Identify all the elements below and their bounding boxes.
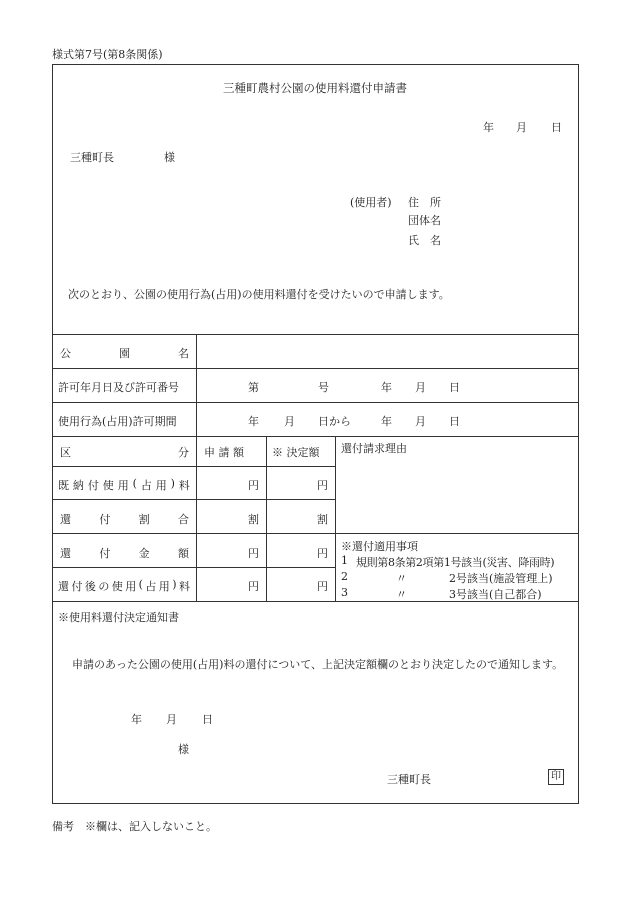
table-line [53,567,335,568]
table-line [53,466,335,467]
yen-unit: 円 [317,547,328,560]
notice-date-year: 年 [131,713,142,726]
after-fee-label: 還 付 後 の 使 用 ( 占 用 ) 料 [58,578,190,593]
period-day-to: 日 [449,415,460,428]
rule-2-ditto: 〃 [396,572,407,585]
notice-title: ※使用料還付決定通知書 [58,611,179,624]
form-number: 様式第7号(第8条関係) [52,48,163,61]
period-year-from: 年 [248,415,259,428]
yen-unit: 円 [248,547,259,560]
wari-unit: 割 [317,513,328,526]
reason-label: 還付請求理由 [341,442,407,455]
table-line [53,436,578,437]
table-line [53,533,578,534]
notice-body: 申請のあった公園の使用(占用)料の還付について、上記決定額欄のとおり決定したので通知します。 [72,658,564,671]
applied-amount-header: 申 請 額 [204,446,244,459]
remarks: 備考 ※欄は、記入しないこと。 [52,820,217,833]
notice-date-day: 日 [202,713,213,726]
applicant-address-field[interactable]: 住 所 [408,196,441,209]
table-line [53,402,578,403]
rules-title: ※還付適用事項 [341,540,418,553]
date-year: 年 [483,121,494,134]
addressee-name: 三種町長 [70,151,114,164]
permit-year: 年 [381,381,392,394]
rule-1-ref: 規則第8条第2項第1号該当(災害、降雨時) [356,556,555,569]
rule-1-num: 1 [341,554,348,567]
period-month-from: 月 [284,415,295,428]
table-line [266,436,267,601]
period-month-to: 月 [415,415,426,428]
date-month: 月 [516,121,527,134]
rule-2-ref: 2号該当(施設管理上) [449,572,553,585]
yen-unit: 円 [248,580,259,593]
table-line [53,334,578,335]
refund-rate-label: 還 付 割 合 [60,513,189,526]
applicant-label: (使用者) [350,196,392,209]
table-line [335,436,336,601]
park-name-label: 公 園 名 [60,347,189,360]
permit-month: 月 [415,381,426,394]
rule-3-num: 3 [341,586,348,599]
table-line [53,368,578,369]
permit-no-go: 号 [318,381,329,394]
notice-honorific: 様 [178,743,189,756]
yen-unit: 円 [317,580,328,593]
period-label: 使用行為(占用)許可期間 [58,415,177,428]
rule-2-num: 2 [341,570,348,583]
request-text: 次のとおり、公園の使用行為(占用)の使用料還付を受けたいので申請します。 [68,288,450,301]
period-day-from: 日から [318,415,351,428]
applicant-group-field[interactable]: 団体名 [408,214,441,227]
rule-3-ditto: 〃 [396,588,407,601]
date-day: 日 [551,121,562,134]
yen-unit: 円 [248,479,259,492]
addressee-honorific: 様 [164,151,175,164]
park-name-field[interactable] [200,338,574,365]
yen-unit: 円 [317,479,328,492]
decided-amount-header: ※ 決定額 [272,446,320,459]
permit-date-label: 許可年月日及び許可番号 [58,381,179,394]
rule-3-ref: 3号該当(自己都合) [449,588,542,601]
seal-mark: 印 [548,769,564,785]
category-header: 区 分 [60,446,189,459]
application-form-frame [52,64,579,804]
refund-amount-label: 還 付 金 額 [60,547,189,560]
wari-unit: 割 [248,513,259,526]
paid-fee-label: 既 納 付 使 用 ( 占 用 ) 料 [58,477,190,492]
form-title: 三種町農村公園の使用料還付申請書 [223,81,407,95]
applicant-name-field[interactable]: 氏 名 [408,234,441,247]
notice-issuer: 三種町長 [387,773,431,786]
notice-date-month: 月 [166,713,177,726]
table-line [196,334,197,601]
table-line [53,499,335,500]
period-year-to: 年 [381,415,392,428]
reason-field[interactable] [339,456,575,530]
permit-day: 日 [449,381,460,394]
permit-no-dai: 第 [248,381,259,394]
